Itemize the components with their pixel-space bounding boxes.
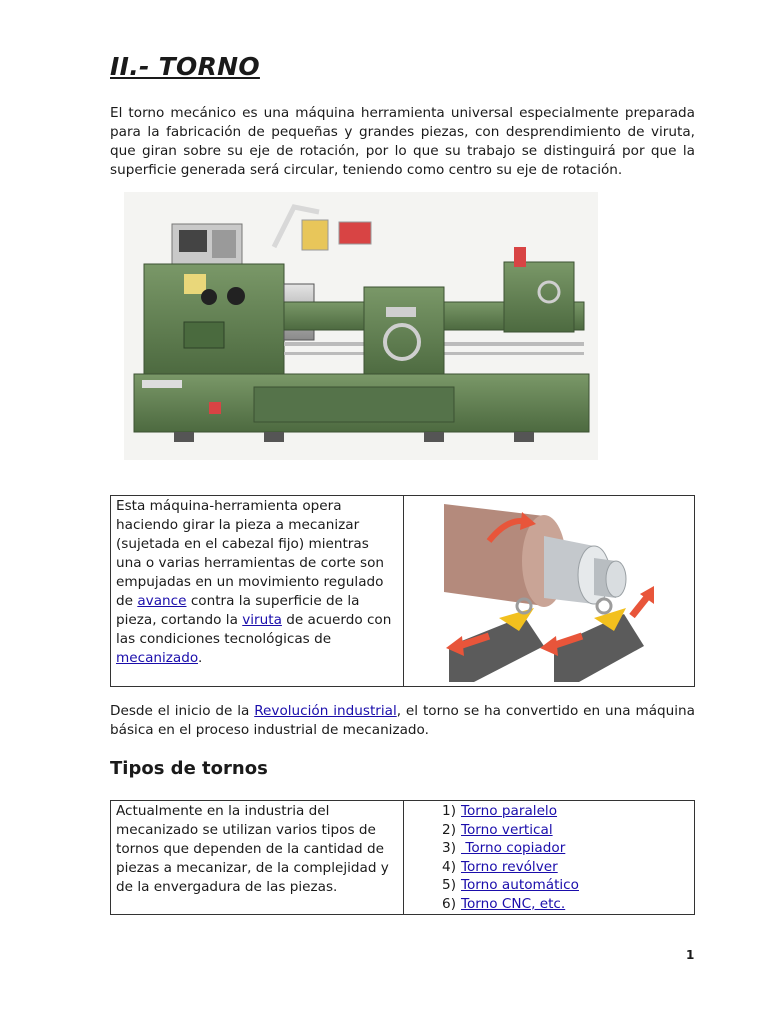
types-text-cell [111,801,404,915]
operation-text-part: contra la superficie de la pieza, cortando la [116,593,360,628]
list-item [434,821,694,840]
viruta-link[interactable]: viruta [242,612,282,628]
paragraph-text-part: , el torno se ha convertido en una máquina básica en el proceso industrial de mecanizado. [110,703,695,738]
operation-text-part: Esta máquina-herramienta opera haciendo girar la pieza a mecanizar (sujetada en el cabezal fijo) mientras una o varias herramientas de corte son empujadas en un movimiento regulado de [116,498,385,609]
page-number: 1 [686,948,695,962]
torno-paralelo-link[interactable]: Torno paralelo [461,803,558,819]
intro-paragraph: El torno mecánico es una máquina herramienta universal especialmente preparada para la fabricación de pequeñas y grandes piezas, con desprendimiento de viruta, que giran sobre su eje de rotación, por lo que su trabajo se distinguirá por que la superficie generada será circular, teniendo como centro su eje de rotación. [110,105,695,178]
revolucion-industrial-link[interactable]: Revolución industrial [254,703,397,719]
list-number: 5) [442,877,456,894]
lathe-machine-image [124,192,598,460]
list-number: 1) [442,803,456,819]
types-list [404,802,694,914]
list-item [434,876,694,895]
list-number: 3) [442,840,456,857]
list-number: 4) [442,858,456,875]
operation-text-part: de acuerdo con las condiciones tecnológicas de [116,612,392,647]
torno-vertical-link[interactable]: Torno vertical [461,821,553,838]
types-list-cell [404,801,695,915]
types-description: Actualmente en la industria del mecanizado se utilizan varios tipos de tornos que dependen de la cantidad de piezas a mecanizar, de la complejidad y de la envergadura de las piezas. [116,803,389,895]
types-table [110,800,695,915]
operation-text-part: . [197,650,203,666]
turning-diagram-image [404,496,694,682]
list-item [434,802,694,821]
list-number: 2) [442,821,456,838]
operation-text-cell [111,496,404,687]
operation-table [110,495,695,687]
list-number: 6) [442,895,456,912]
torno-copiador-link[interactable]: Torno copiador [461,840,566,857]
torno-automatico-link[interactable]: Torno automático [461,877,579,894]
list-item [434,895,694,914]
torno-cnc-link[interactable]: Torno CNC, etc. [461,895,566,912]
mecanizado-link[interactable]: mecanizado [116,650,198,666]
turning-diagram-cell [404,496,695,687]
section-heading: Tipos de tornos [110,758,268,779]
page-title: II.- TORNO [110,52,260,81]
list-item [434,839,694,858]
list-item [434,858,694,877]
industrial-revolution-paragraph [110,702,695,740]
torno-revolver-link[interactable]: Torno revólver [461,858,558,875]
avance-link[interactable]: avance [137,593,187,609]
paragraph-text-part: Desde el inicio de la [110,703,255,719]
